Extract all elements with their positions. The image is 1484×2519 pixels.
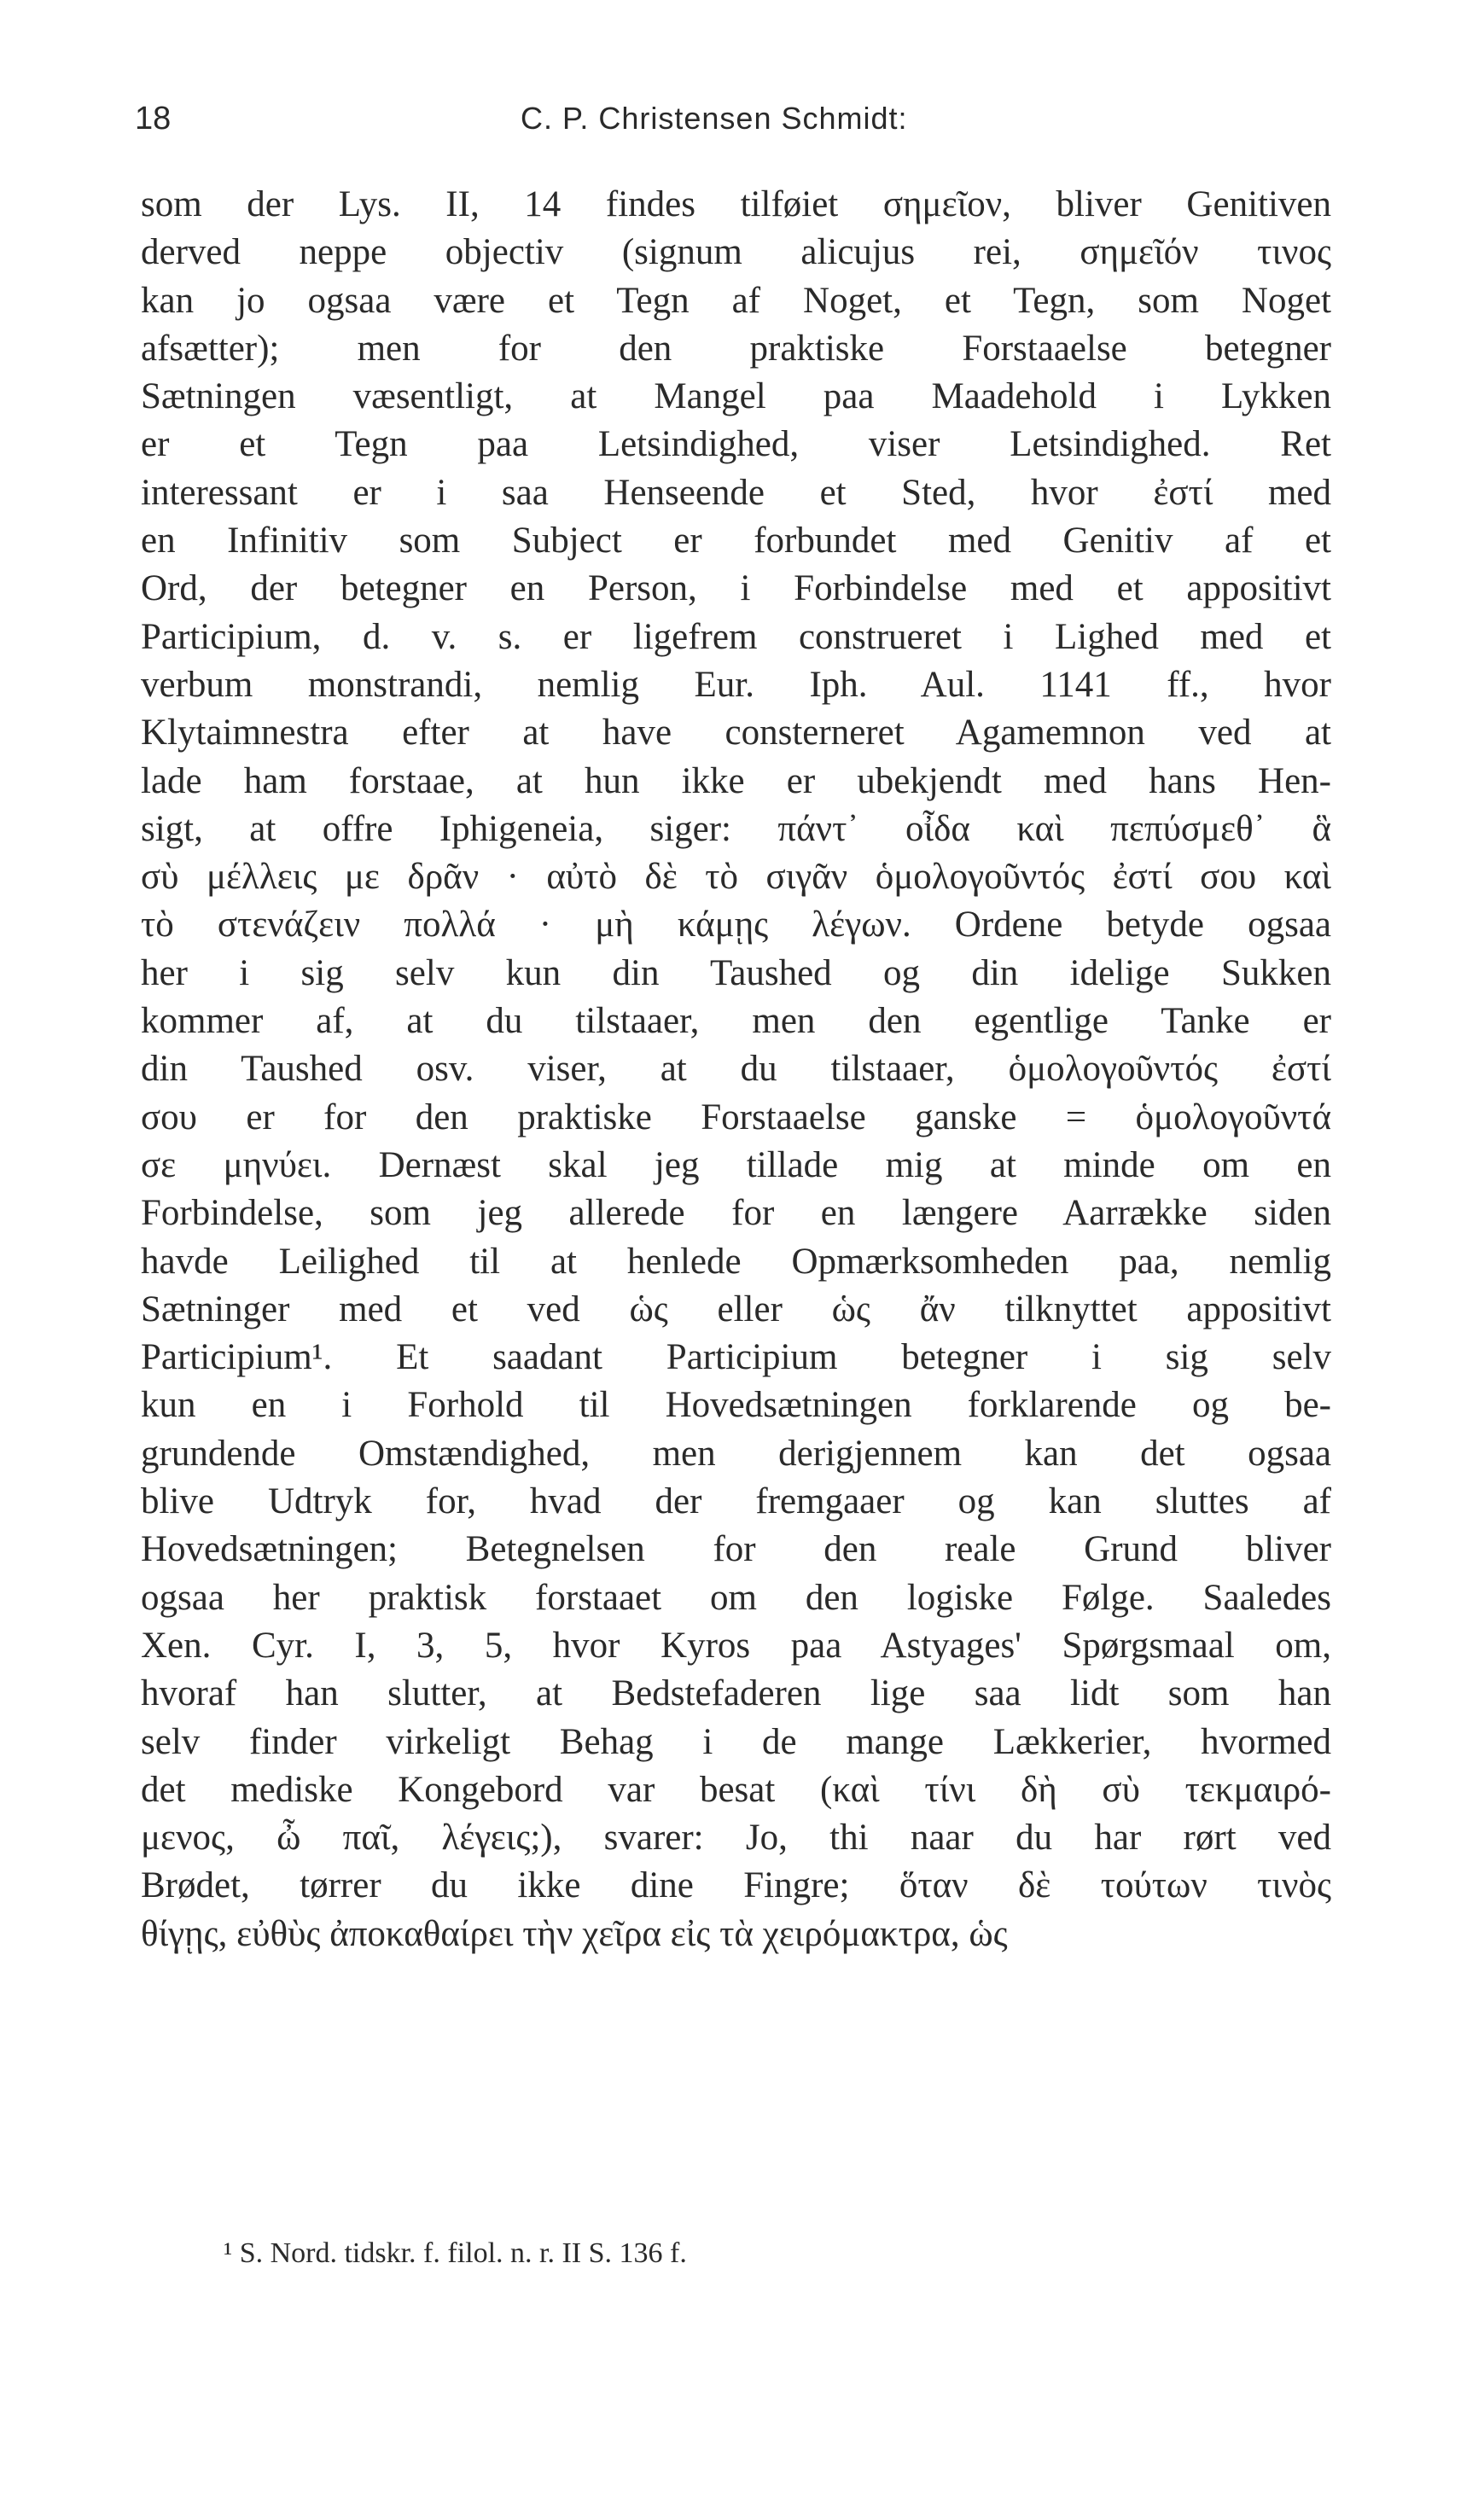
- text-line: kan jo ogsaa være et Tegn af Noget, et Tegn, som Noget: [141, 280, 1331, 321]
- text-line: Ord, der betegner en Person, i Forbindelse med et appositivt: [141, 568, 1331, 609]
- text-line: derved neppe objectiv (signum alicujus rei, σημεῖόν τινος: [141, 232, 1331, 273]
- text-line: Sætningen væsentligt, at Mangel paa Maadehold i Lykken: [141, 376, 1331, 417]
- text-line: θίγῃς, εὐθὺς ἀποκαθαίρει τὴν χεῖρα εἰς τὰ χειρόμακτρα, ὡς: [141, 1913, 1008, 1954]
- page-number: 18: [135, 101, 172, 137]
- text-line: σὺ μέλλεις με δρᾶν · αὐτὸ δὲ τὸ σιγᾶν ὁμολογοῦντός ἐστί σου καὶ: [141, 857, 1331, 898]
- text-line: ogsaa her praktisk forstaaet om den logiske Følge. Saaledes: [141, 1577, 1331, 1618]
- text-line: Forbindelse, som jeg allerede for en længere Aarrække siden: [141, 1193, 1331, 1234]
- text-line: blive Udtryk for, hvad der fremgaaer og kan sluttes af: [141, 1481, 1331, 1522]
- footnote: ¹ S. Nord. tidskr. f. filol. n. r. II S. 136 f.: [224, 2237, 687, 2269]
- text-line: Hovedsætningen; Betegnelsen for den reale Grund bliver: [141, 1529, 1331, 1570]
- text-line: som der Lys. II, 14 findes tilføiet σημεῖον, bliver Genitiven: [141, 184, 1331, 224]
- body-text: [141, 181, 1331, 1958]
- text-line: her i sig selv kun din Taushed og din idelige Sukken: [141, 952, 1331, 993]
- text-line: interessant er i saa Henseende et Sted, hvor ἐστί med: [141, 472, 1331, 513]
- text-line: σε μηνύει. Dernæst skal jeg tillade mig at minde om en: [141, 1144, 1331, 1185]
- text-line: Participium¹. Et saadant Participium betegner i sig selv: [141, 1337, 1331, 1378]
- text-line: din Taushed osv. viser, at du tilstaaer, ὁμολογοῦντός ἐστί: [141, 1049, 1331, 1090]
- text-line: selv finder virkeligt Behag i de mange Lækkerier, hvormed: [141, 1721, 1331, 1762]
- text-line: havde Leilighed til at henlede Opmærksomheden paa, nemlig: [141, 1241, 1331, 1282]
- text-line: Xen. Cyr. I, 3, 5, hvor Kyros paa Astyages' Spørgsmaal om,: [141, 1625, 1331, 1666]
- text-line: Sætninger med et ved ὡς eller ὡς ἄν tilknyttet appositivt: [141, 1289, 1331, 1329]
- text-line: det mediske Kongebord var besat (καὶ τίνι δὴ σὺ τεκμαιρό-: [141, 1769, 1331, 1810]
- text-line: grundende Omstændighed, men derigjennem kan det ogsaa: [141, 1433, 1331, 1474]
- text-line: Klytaimnestra efter at have consterneret Agamemnon ved at: [141, 713, 1331, 753]
- text-line: verbum monstrandi, nemlig Eur. Iph. Aul. 1141 ff., hvor: [141, 664, 1331, 705]
- text-line: Participium, d. v. s. er ligefrem construeret i Lighed med et: [141, 616, 1331, 657]
- running-head: C. P. Christensen Schmidt:: [521, 101, 908, 136]
- text-line: lade ham forstaae, at hun ikke er ubekjendt med hans Hen-: [141, 760, 1331, 801]
- text-line: en Infinitiv som Subject er forbundet med Genitiv af et: [141, 521, 1331, 561]
- text-line: hvoraf han slutter, at Bedstefaderen lige saa lidt som han: [141, 1673, 1331, 1714]
- text-line: μενος, ὦ παῖ, λέγεις;), svarer: Jo, thi naar du har rørt ved: [141, 1818, 1331, 1859]
- text-line: afsætter); men for den praktiske Forstaaelse betegner: [141, 328, 1331, 369]
- page-header: [0, 101, 1484, 152]
- text-line: er et Tegn paa Letsindighed, viser Letsindighed. Ret: [141, 424, 1331, 465]
- text-line: kommer af, at du tilstaaer, men den egentlige Tanke er: [141, 1001, 1331, 1042]
- text-line: σου er for den praktiske Forstaaelse ganske = ὁμολογοῦντά: [141, 1097, 1331, 1137]
- text-line: τὸ στενάζειν πολλά · μὴ κάμῃς λέγων. Ordene betyde ogsaa: [141, 905, 1331, 945]
- text-line: kun en i Forhold til Hovedsætningen forklarende og be-: [141, 1385, 1331, 1426]
- text-line: sigt, at offre Iphigeneia, siger: πάντ᾽ οἶδα καὶ πεπύσμεθ᾽ ἃ: [141, 808, 1331, 849]
- text-line: Brødet, tørrer du ikke dine Fingre; ὅταν δὲ τούτων τινὸς: [141, 1865, 1331, 1906]
